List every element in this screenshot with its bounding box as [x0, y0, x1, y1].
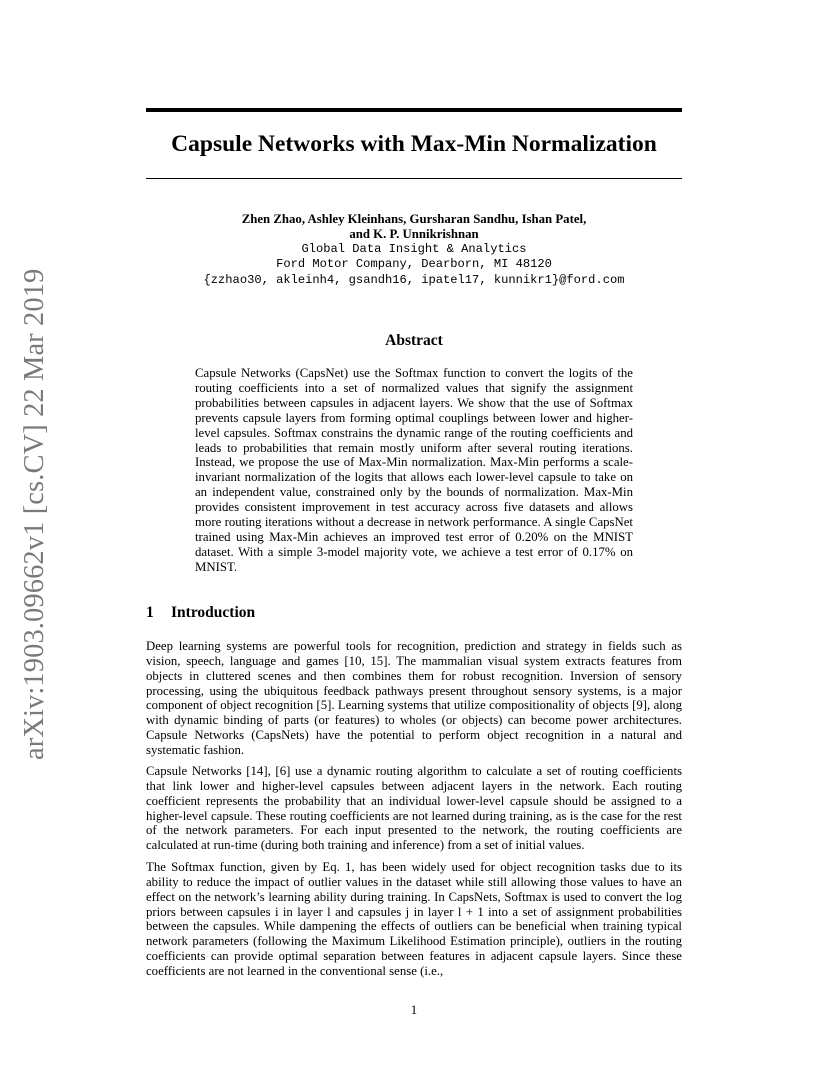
intro-paragraph-1: Deep learning systems are powerful tools for recognition, prediction and strategy in fields such as vision, speech, language and games [10, 15]. The mammalian visual system extracts features from objects in cluttered scenes and then combines them for robust recognition. Inversion of sensory processing, using the ubiquitous feedback pathways present throughout sensory systems, is a major component of object recognition [5]. Learning systems that utilize compositionality of objects [9], along with dynamic binding of parts (or features) to wholes (or objects) can become power architectures. Capsule Networks (CapsNets) have the potential to perform object recognition in a natural and systematic fashion.: [146, 639, 682, 757]
title-bottom-rule: [146, 178, 682, 179]
section-heading-introduction: [146, 603, 255, 623]
page-number: 1: [410, 1003, 418, 1017]
paper-title: Capsule Networks with Max-Min Normalization: [171, 131, 657, 157]
author-names-line1: Zhen Zhao, Ashley Kleinhans, Gursharan Sandhu, Ishan Patel,: [241, 212, 587, 226]
affiliation-line2: Ford Motor Company, Dearborn, MI 48120: [276, 257, 552, 272]
intro-paragraph-2: Capsule Networks [14], [6] use a dynamic routing algorithm to calculate a set of routing coefficients that link lower and higher-level capsules between adjacent layers in the network. Each routing coefficient represents the probability that an individual lower-level capsule should be assigned to a higher-level capsule. These routing coefficients are not learned during training, as is the case for the rest of the network parameters. For each input presented to the network, the routing coefficients are calculated at run-time (during both training and inference) from a set of initial values.: [146, 764, 682, 853]
section-number: 1: [146, 604, 154, 621]
arxiv-identifier-stamp: arXiv:1903.09662v1 [cs.CV] 22 Mar 2019: [19, 268, 50, 760]
abstract-heading: Abstract: [385, 332, 443, 349]
author-names-line2: and K. P. Unnikrishnan: [349, 227, 479, 241]
author-emails: {zzhao30, akleinh4, gsandh16, ipatel17, kunnikr1}@ford.com: [203, 272, 625, 287]
author-block: [146, 212, 682, 288]
title-top-rule: [146, 108, 682, 112]
abstract-text: Capsule Networks (CapsNet) use the Softmax function to convert the logits of the routing coefficients into a set of normalized values that signify the assignment probabilities between capsules in adjacent layers. We show that the use of Softmax prevents capsule layers from forming optimal couplings between lower and higher-level capsules. Softmax constrains the dynamic range of the routing coefficients and leads to probabilities that remain mostly uniform after several routing iterations. Instead, we propose the use of Max-Min normalization. Max-Min performs a scale-invariant normalization of the logits that allows each lower-level capsule to take on an independent value, constrained only by the bounds of normalization. Max-Min provides consistent improvement in test accuracy across five datasets and allows more routing iterations without a decrease in network performance. A single CapsNet trained using Max-Min achieves an improved test error of 0.20% on the MNIST dataset. With a simple 3-model majority vote, we achieve a test error of 0.17% on MNIST.: [195, 366, 633, 574]
intro-paragraph-3: The Softmax function, given by Eq. 1, has been widely used for object recognition tasks due to its ability to reduce the impact of outlier values in the dataset while still allowing those values to have an effect on the network’s learning ability during training. In CapsNets, Softmax is used to convert the log priors between capsules i in layer l and capsules j in layer l + 1 into a set of assignment probabilities between the capsules. While dampening the effects of outliers can be beneficial when training typical network parameters (following the Maximum Likelihood Estimation principle), outliers in the routing coefficients can provide optimal separation between features in adjacent capsule layers. Since these coefficients are not learned in the conventional sense (i.e.,: [146, 860, 682, 978]
affiliation-line1: Global Data Insight & Analytics: [301, 242, 527, 256]
section-title: Introduction: [171, 604, 256, 621]
